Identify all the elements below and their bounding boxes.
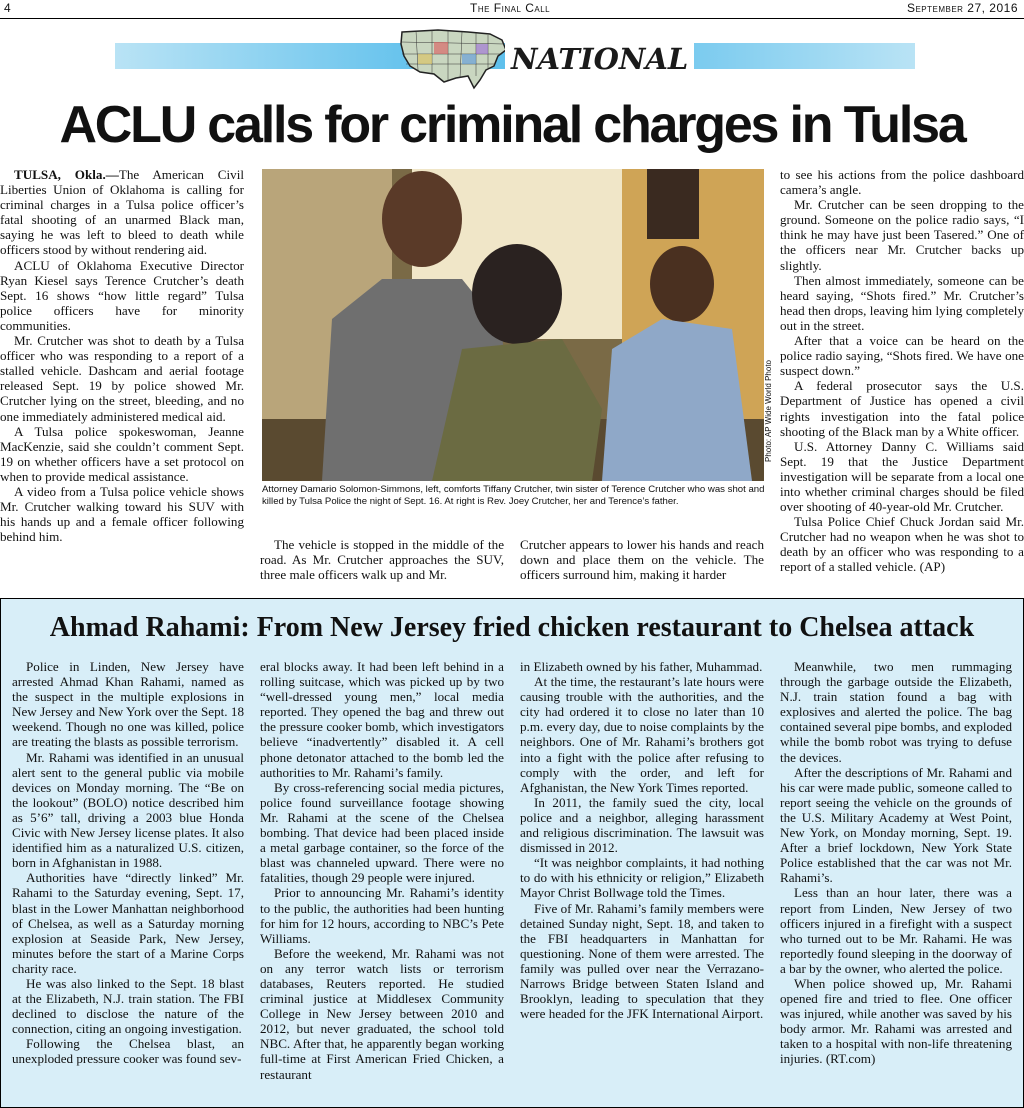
article-paragraph: Following the Chelsea blast, an unexploded pressure cooker was found sev- [12,1036,244,1067]
photo-credit: Photo: AP Wide World Photo [764,360,773,462]
article-paragraph: Police in Linden, New Jersey have arrested Ahmad Khan Rahami, named as the suspect in the multiple explosions in New Jersey and New York over the Sept. 18 weekend. Though no one was killed, police are treating the blasts as possible terrorism. [12,659,244,750]
article-paragraph: Mr. Crutcher was shot to death by a Tulsa officer who was responding to a report of a stalled vehicle. Dashcam and aerial footage released Sept. 19 by police showed Mr. Crutcher lying on the street, bleeding, and no one immediately administered medical aid. [0,333,244,424]
article-paragraph: When police showed up, Mr. Rahami opened fire and tried to flee. One officer was injured, while another was saved by his body armor. Mr. Rahami was arrested and taken to a hospital with non-life threatening injuries. (RT.com) [780,975,1012,1067]
article-paragraph: “It was neighbor complaints, it had nothing to do with his ethnicity or religion,” Elizabeth Mayor Christ Bollwage told the Times. [520,855,764,901]
article-paragraph: to see his actions from the police dashboard camera’s angle. [780,167,1024,198]
article-paragraph: Crutcher appears to lower his hands and reach down and place them on the vehicle. The officers surround him, making it harder [520,537,764,583]
article-paragraph: Five of Mr. Rahami’s family members were detained Sunday night, Sept. 18, and taken to the FBI headquarters in Manhattan for questioning. None of them were arrested. The family was pulled over near the Verrazano-Narrows Bridge between Staten Island and Brooklyn, leading to speculation that they were headed for the JFK International Airport. [520,900,764,1022]
photo-caption: Attorney Damario Solomon-Simmons, left, comforts Tiffany Crutcher, twin sister of Terence Crutcher who was shot and killed by Tulsa Police the night of Sept. 16. At right is Rev. Joey Crutcher, her and Terence’s father. [262,484,765,507]
story2-column-4 [780,659,1012,1067]
article-paragraph: After the descriptions of Mr. Rahami and his car were made public, someone called to report seeing the vehicle on the grounds of the U.S. Military Academy at West Point, New York, on Monday morning, Sept. 19. After a brief lockdown, New York State Police established that the car was not Mr. Rahami’s. [780,764,1012,886]
article-paragraph: Mr. Rahami was identified in an unusual alert sent to the general public via mobile devices on Monday morning. The “Be on the lookout” (BOLO) notice described him as 5’6” tall, driving a 2003 blue Honda Civic with New Jersey license plates. It also identified him as a naturalized U.S. citizen, born in Afghanistan in 1988. [12,749,244,871]
article-paragraph: By cross-referencing social media pictures, police found surveillance footage showing Mr. Rahami at the scene of the Chelsea bombing. That device had been placed inside a metal garbage container, so the force of the blast was channeled upward. There were no fatalities, though 29 people were injured. [260,779,504,886]
article-paragraph: At the time, the restaurant’s late hours were causing trouble with the authorities, and the city had ordered it to close no later than 10 p.m. every day, due to noise complaints by the neighbors. One of Mr. Rahami’s brothers got into a fight with the police after refusing to comply with the order, and left for Afghanistan, the New York Times reported. [520,674,764,795]
article-paragraph: eral blocks away. It had been left behind in a rolling suitcase, which was picked up by two “well-dressed young men,” local media reported. They opened the bag and threw out the pressure cooker bomb, which investigators believe “inadvertently” disabled it. A cell phone detonator attached to the bomb led the authorities to Mr. Rahami’s family. [260,659,504,780]
article-paragraph: After that a voice can be heard on the police radio saying, “Shots fired. We have one suspect down.” [780,333,1024,379]
article-paragraph: in Elizabeth owned by his father, Muhammad. [520,659,763,674]
article-paragraph: A Tulsa police spokeswoman, Jeanne MacKenzie, said she couldn’t comment Sept. 19 on whether officers have a set protocol on when to provide medical assistance. [0,423,244,484]
news-photo [262,169,764,481]
folio-bar [0,0,1024,19]
story1-column-4 [780,167,1024,575]
article-paragraph: TULSA, Okla.—The American Civil Liberties Union of Oklahoma is calling for criminal charges in a Tulsa police officer’s fatal shooting of an unarmed Black man, saying he was left to bleed to death while officers stood by without rendering aid. [0,167,245,258]
article-paragraph: The vehicle is stopped in the middle of the road. As Mr. Crutcher approaches the SUV, three male officers walk up and Mr. [260,537,504,583]
article-paragraph: Prior to announcing Mr. Rahami’s identity to the public, the authorities had been hunting for him for 12 hours, according to NBC’s Pete Williams. [260,885,504,946]
article-paragraph: Before the weekend, Mr. Rahami was not on any terror watch lists or terrorism databases, Reuters reported. He studied criminal justice at Middlesex Community College in New Jersey between 2010 and 2012, but never graduated, the school told NBC. After that, he apparently began working full-time at First American Fried Chicken, a restaurant [260,945,504,1082]
article-paragraph: ACLU of Oklahoma Executive Director Ryan Kiesel says Terence Crutcher’s death Sept. 16 shows “how little regard” Tulsa police officers have for minority communities. [0,257,244,333]
article-paragraph: He was also linked to the Sept. 18 blast at the Elizabeth, N.J. train station. The FBI declined to disclose the nature of the connection, citing an ongoing investigation. [12,975,244,1037]
us-map-icon [398,26,510,92]
headline: ACLU calls for criminal charges in Tulsa [59,96,965,154]
article-paragraph: Meanwhile, two men rummaging through the garbage outside the Elizabeth, N.J. train station found a bag with explosives and alerted the police. The bag contained several pipe bombs, and exploded while the bomb robot was trying to defuse the devices. [780,659,1012,765]
article-paragraph: In 2011, the family sued the city, local police and a neighbor, alleging harassment and religious discrimination. The lawsuit was dismissed in 2012. [520,794,764,856]
section-label: NATIONAL [505,42,694,76]
story2-headline: Ahmad Rahami: From New Jersey fried chicken restaurant to Chelsea attack [49,612,975,643]
page-number: 4 [4,1,12,15]
story1-column-1 [0,167,244,544]
article-paragraph: Then almost immediately, someone can be heard saying, “Shots fired.” Mr. Crutcher’s head then drops, leaving him lying completely out in the street. [780,272,1024,333]
issue-date: September 27, 2016 [906,1,1018,15]
article-paragraph: A federal prosecutor says the U.S. Department of Justice has opened a civil rights investigation into the fatal police shooting of the Black man by a White officer. [780,378,1024,439]
story1-column-2 [260,537,504,582]
article-paragraph: Tulsa Police Chief Chuck Jordan said Mr. Crutcher had no weapon when he was shot to death by an officer who was responding to a report of a stalled vehicle. (AP) [780,514,1024,575]
story2-column-3 [520,659,764,1021]
story2-column-2 [260,659,504,1082]
story1-column-3 [520,537,764,582]
paper-name: The Final Call [470,1,551,15]
article-paragraph: U.S. Attorney Danny C. Williams said Sept. 19 that the Justice Department investigation will be separate from a local one into whether criminal charges should be filed over shooting of 40-year-old Mr. Crutcher. [780,438,1024,515]
article-paragraph: Authorities have “directly linked” Mr. Rahami to the Saturday evening, Sept. 17, blast in the Lower Manhattan neighborhood of Chelsea, as well as a Saturday morning explosion at Seaside Park, New Jersey, minutes before the start of a Marine Corps charity race. [12,870,244,976]
article-paragraph: Less than an hour later, there was a report from Linden, New Jersey of two officers injured in a firefight with a suspect who turned out to be Mr. Rahami. He was reportedly found sleeping in the doorway of a bar by the owner, who alerted the police. [780,885,1012,976]
story2-column-1 [12,659,244,1067]
article-paragraph: A video from a Tulsa police vehicle shows Mr. Crutcher walking toward his SUV with his hands up and a female officer following behind him. [0,483,244,545]
article-paragraph: Mr. Crutcher can be seen dropping to the ground. Someone on the police radio says, “I think he may have just been Tasered.” One of the officers near Mr. Crutcher backs up slightly. [780,197,1024,273]
